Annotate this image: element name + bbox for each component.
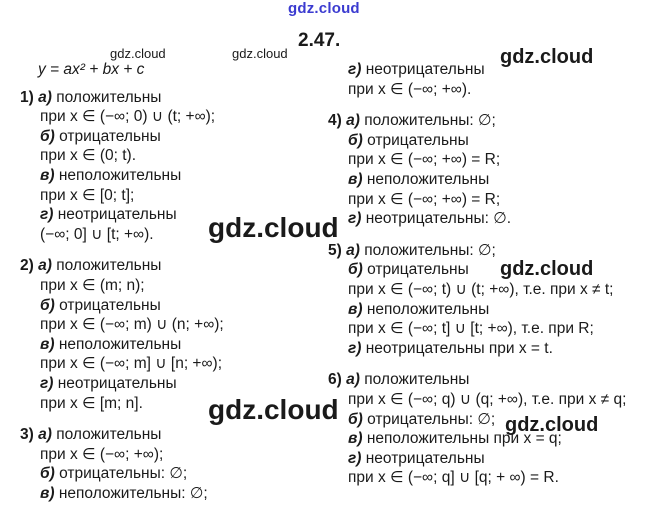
item-2-line2: при x ∈ (m; n); (40, 276, 145, 294)
item-6-d: г) неотрицательны (348, 449, 485, 467)
item-6-a: 6) а) положительны (328, 371, 470, 389)
item-1-a: 1) а) положительны (20, 88, 162, 106)
item-4-line3: при x ∈ (−∞; +∞) = R; (348, 151, 501, 169)
item-3-line2: при x ∈ (−∞; +∞); (40, 445, 164, 463)
item-4-a: 4) а) положительны: ∅; (328, 112, 496, 130)
item-6-c: в) неположительны при x = q; (348, 430, 562, 448)
item-5-d: г) неотрицательны при x = t. (348, 339, 553, 357)
problem-number: 2.47. (298, 30, 341, 51)
item-5-line3: при x ∈ (−∞; t) ∪ (t; +∞), т.е. при x ≠ t; (348, 280, 614, 298)
item-5-c: в) неположительны (348, 300, 490, 318)
item-5-a: 5) а) положительны: ∅; (328, 241, 496, 259)
watermark-center-1: gdz.cloud (208, 212, 339, 243)
item-1-d: г) неотрицательны (40, 206, 177, 224)
item-2-line4: при x ∈ (−∞; m) ∪ (n; +∞); (40, 316, 224, 334)
item-3-d: г) неотрицательны (348, 61, 485, 78)
item-4-c: в) неположительны (348, 170, 490, 188)
item-3-b: б) отрицательны: ∅; (40, 465, 188, 483)
item-4-b: б) отрицательны (348, 131, 469, 149)
item-4-d: г) неотрицательны: ∅. (348, 210, 512, 228)
item-2-c: в) неположительны (40, 335, 182, 353)
item-6-b: б) отрицательны: ∅; (348, 410, 496, 428)
item-1-line6: при x ∈ [0; t]; (40, 186, 135, 204)
item-1-c: в) неположительны (40, 166, 182, 184)
item-5-b: б) отрицательны (348, 261, 469, 279)
item-1-b: б) отрицательны (40, 127, 161, 145)
item-2-d: г) неотрицательны (40, 374, 177, 392)
watermark-right-low: gdz.cloud (505, 414, 599, 436)
item-3-c: в) неположительны: ∅; (40, 484, 208, 502)
item-6-line7: при x ∈ (−∞; q] ∪ [q; + ∞) = R. (348, 469, 559, 487)
item-3-line-cont: при x ∈ (−∞; +∞). (348, 80, 472, 98)
left-column (20, 60, 320, 503)
item-5-line5: при x ∈ (−∞; t] ∪ [t; +∞), т.е. при R; (348, 320, 594, 338)
item-3-a: 3) а) положительны (20, 426, 162, 444)
watermark-center-2: gdz.cloud (208, 394, 339, 425)
formula: y = ax² + bx + c (38, 61, 145, 78)
item-1-line2: при x ∈ (−∞; 0) ∪ (t; +∞); (40, 108, 216, 126)
item-1-line4: при x ∈ (0; t). (40, 147, 137, 165)
watermark-small-a: gdz.cloud (110, 46, 166, 61)
item-6-line2: при x ∈ (−∞; q) ∪ (q; +∞), т.е. при x ≠ q; (348, 390, 627, 408)
item-1-line8: (−∞; 0] ∪ [t; +∞). (40, 225, 154, 243)
watermark-right-mid: gdz.cloud (500, 258, 594, 280)
item-2-line8: при x ∈ [m; n]. (40, 394, 143, 412)
item-2-b: б) отрицательны (40, 296, 161, 314)
watermark-top: gdz.cloud (288, 0, 360, 17)
watermark-right-top: gdz.cloud (500, 46, 594, 68)
item-2-line6: при x ∈ (−∞; m] ∪ [n; +∞); (40, 355, 223, 373)
item-2-a: 2) а) положительны (20, 257, 162, 275)
item-4-line5: при x ∈ (−∞; +∞) = R; (348, 190, 501, 208)
watermark-small-b: gdz.cloud (232, 46, 288, 61)
